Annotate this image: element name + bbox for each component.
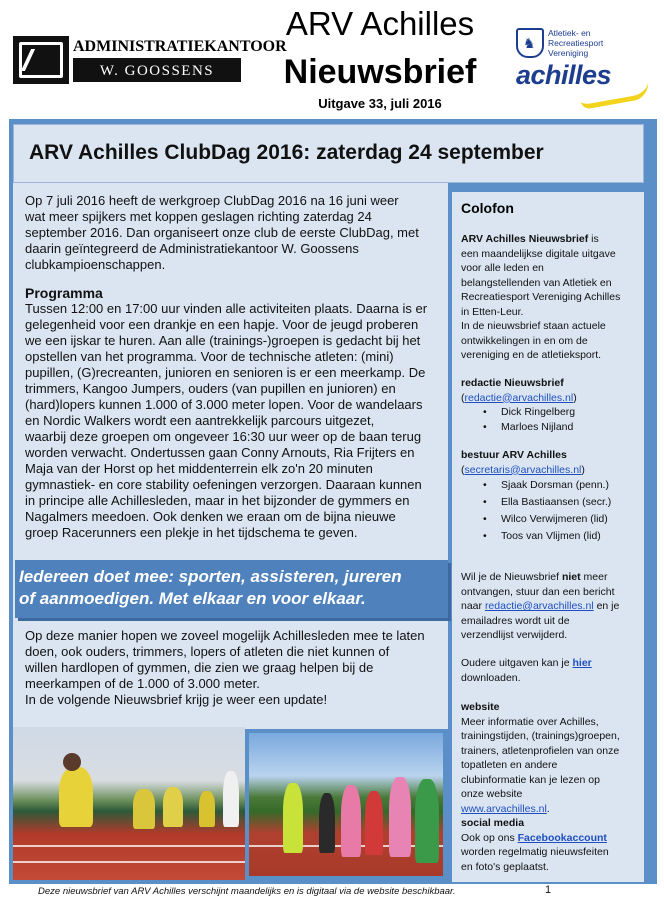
newsletter-header [0,0,664,118]
website-section [461,700,641,816]
text-line: Op 7 juli 2016 heeft de werkgroep ClubDag 2016 na 16 juni weer [25,193,399,208]
redactie-heading-bold: Nieuwsbrief [504,377,564,389]
text-line: waarbij deze groepen om ongeveer 16:30 uur weer op de baan terug [25,429,422,444]
text-line: we een ijskar te huren. Aan alle (trainings-)groepen is gedacht bij het [25,333,421,348]
text-line: (hard)lopers kunnen 1.000 of 3.000 meter lopen. Voor de wandelaars [25,397,423,412]
text-line: verzendlijst verwijderd. [461,629,568,641]
colofon-intro [461,232,641,363]
unsubscribe-bold: niet [561,571,581,583]
redactie-heading-pre: redactie [461,377,505,389]
text-line: september 2016. Dan organiseert onze club de eerste ClubDag, met [25,225,419,240]
text-line: meerkampen of de 1.000 of 3.000 meter. [25,676,260,691]
text-line: trimmers, Kangoo Jumpers, ouders (van pupillen en junioren) en [25,381,396,396]
photo-athletes-group [249,733,443,876]
text-line: ontwikkelingen in en om de [461,334,588,347]
text-line: clubinformatie kan je lezen op [461,773,600,786]
goossens-logo-line1: ADMINISTRATIEKANTOOR [73,38,241,60]
text-line: opstellen van het programma. Voor de technische atleten: (mini) [25,349,394,364]
website-heading: website [461,701,500,713]
text-line: topatleten en andere [461,759,558,771]
text-line: Op deze manier hopen we zoveel mogelijk Achillesleden mee te laten [25,628,425,643]
text-line: worden regelmatig nieuwsfeiten [461,846,609,858]
list-item: • Toos van Vlijmen (lid) [461,528,641,545]
social-heading: social media [461,817,525,829]
social-line1-pre: Ook op ons [461,831,518,844]
bestuur-heading-bold: ARV Achilles [502,449,567,461]
text-line: In de nieuwsbrief staan actuele [461,320,606,332]
text-line: Meer informatie over Achilles, [461,715,599,728]
redactie-email-link[interactable]: redactie@arvachilles.nl [464,391,574,404]
photo-sprint-start [13,727,245,880]
issue-label: Uitgave 33, juli 2016 [318,96,442,111]
highlight-quote [15,560,448,618]
text-line: onze website [461,788,523,800]
text-line: daarin geïntegreerd de Administratiekantoor W. Goossens [25,241,359,256]
text-line: trainers, atletenprofielen van onze [461,744,620,757]
article-title: ARV Achilles ClubDag 2016: zaterdag 24 september [29,141,544,164]
achilles-tagline-line2: Recreatiesport [548,38,604,48]
older-issues-section [461,656,641,685]
achilles-logo [514,26,654,108]
goossens-logo [13,36,287,84]
text-line: ontvangen, stuur dan een bericht [461,585,615,598]
colofon-sidebar [452,192,644,882]
article-intro [25,193,445,273]
program-heading: Programma [25,285,103,301]
text-line: een maandelijkse digitale uitgave [461,247,616,260]
text-line: doen, ook ouders, trimmers, lopers of atleten die niet kunnen of [25,644,390,659]
text-line: wat meer spijkers met koppen geslagen richting zaterdag 24 [25,209,372,224]
list-item: • Marloes Nijland [461,420,641,435]
unsubscribe-line3-pre: naar [461,600,485,612]
text-line: Nagalmers meedoen. Ook denken we eraan om de bijna nieuwe [25,509,396,524]
colofon-intro-bold: ARV Achilles Nieuwsbrief [461,233,589,245]
unsubscribe-pre: Wil je de Nieuwsbrief [461,571,562,583]
text-line: en Nordic Walkers wordt een aantrekkelijk parcours uitgezet, [25,413,375,428]
colofon-intro-rest: is [588,233,599,245]
older-issues-link[interactable]: hier [572,657,592,669]
text-line: gymnastiek- en core stability oefeningen verzorgen. Daaraan kunnen [25,477,422,492]
facebook-link[interactable]: Facebookaccount [517,831,607,844]
achilles-tagline-line3: Vereniging [548,48,589,58]
unsubscribe-section [461,570,641,643]
newsletter-title-line2: Nieuwsbrief [283,53,477,91]
bestuur-email-link[interactable]: secretaris@arvachilles.nl [464,463,582,476]
goossens-logo-mark-icon [13,36,69,84]
bestuur-section: bestuur ARV Achilles (secretaris@arvachilles.nl) • Sjaak Dorsman (penn.) • Ella Bastiaansen (secr.) • Wilco Verwijmeren (lid) • Toos van Vlijmen (lid) [461,448,641,545]
text-line: worden verwacht. Ondertussen gaan Conny Arnouts, Ria Frijters en [25,445,415,460]
newsletter-title-line1: ARV Achilles [285,5,475,42]
article-closing [25,628,445,708]
text-line: groep Racerunners een plekje in het tijdschema te geven. [25,525,358,540]
text-line: downloaden. [461,671,521,684]
page-number: 1 [545,884,552,896]
unsubscribe-post: meer [580,571,608,583]
article-banner [13,124,644,183]
goossens-logo-line2: W. GOOSSENS [73,60,241,82]
older-pre: Oudere uitgaven kan je [461,657,573,669]
website-link[interactable]: www.arvachilles.nl [461,802,547,815]
unsubscribe-email-link[interactable]: redactie@arvachilles.nl [484,600,594,612]
text-line: Maja van der Horst op het middenterrein elk zo'n 20 minuten [25,461,373,476]
text-line: pupillen, (G)recreanten, junioren en senioren is er een meerkamp. De [25,365,426,380]
redactie-section: redactie Nieuwsbrief (redactie@arvachilles.nl) • Dick Ringelberg • Marloes Nijland [461,376,641,434]
list-item: • Ella Bastiaansen (secr.) [461,494,641,511]
colofon-title: Colofon [461,200,514,216]
list-item: • Sjaak Dorsman (penn.) [461,477,641,494]
unsubscribe-line3-post: en je [593,600,620,612]
text-line: en foto's geplaatst. [461,860,549,873]
achilles-logo-word: achilles [516,60,612,90]
text-line: Recreatiesport Vereniging Achilles [461,291,621,303]
text-line: trainingstijden, (trainings)groepen, [461,730,620,742]
list-item: • Dick Ringelberg [461,405,641,420]
text-line: emailadres wordt uit de [461,614,570,627]
redactie-heading [461,376,641,391]
text-line: in principe alle Achillesleden, maar in het bijzonder de gymmers en [25,493,410,508]
program-section [25,285,445,541]
website-link-post: . [546,802,550,815]
list-item: • Wilco Verwijmeren (lid) [461,511,641,528]
achilles-logo-tagline [548,28,603,58]
page-footer: Deze nieuwsbrief van ARV Achilles verschijnt maandelijks en is digitaal via de website beschikbaar. [38,886,456,897]
bestuur-heading [461,448,641,463]
quote-line: Iedereen doet mee: sporten, assisteren, jureren [19,567,402,586]
text-line: In de volgende Nieuwsbrief krijg je weer een update! [25,692,328,707]
bestuur-heading-pre: bestuur [461,449,503,461]
text-line: voor alle leden en [461,262,544,274]
text-line: in Etten-Leur. [461,305,524,318]
text-line: willen hardlopen of gymmen, die zien we graag helpen bij de [25,660,374,675]
text-line: vereniging en de atletieksport. [461,349,602,361]
achilles-crest-icon: ♞ [516,28,544,58]
text-line: belangstellenden van Atletiek en [461,276,612,289]
social-section [461,816,641,874]
text-line: Tussen 12:00 en 17:00 uur vinden alle activiteiten plaats. Daarna is er [25,301,428,316]
quote-line: of aanmoedigen. Met elkaar en voor elkaar. [19,589,366,608]
text-line: gelegenheid voor een drankje en een hapje. Voor de jeugd proberen [25,317,419,332]
text-line: clubkampioenschappen. [25,257,166,272]
achilles-tagline-line1: Atletiek- en [548,28,591,38]
